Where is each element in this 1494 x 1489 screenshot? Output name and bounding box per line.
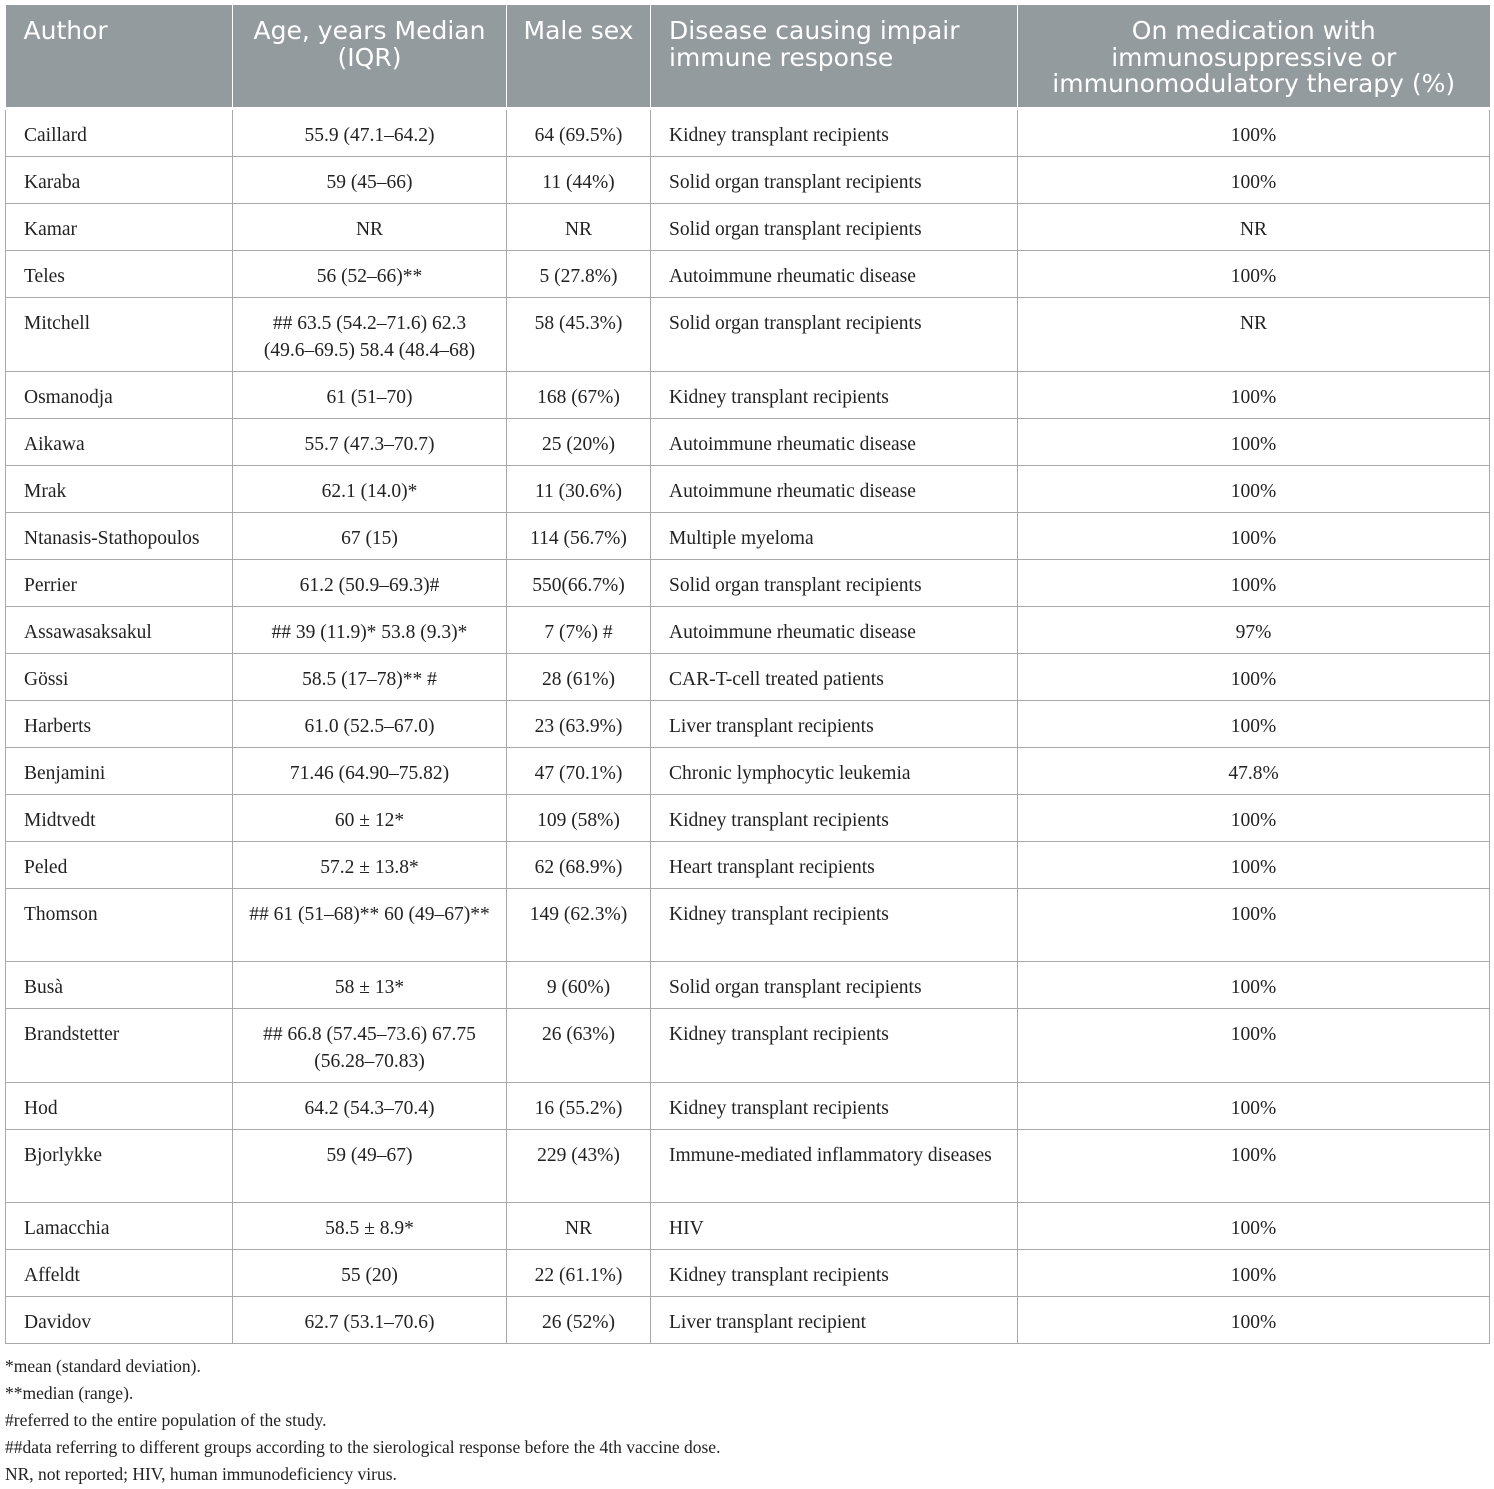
disease-cell: Solid organ transplant recipients bbox=[651, 961, 1018, 1008]
disease-cell: Kidney transplant recipients bbox=[651, 1082, 1018, 1129]
table-row bbox=[6, 747, 1490, 794]
table-row bbox=[6, 371, 1490, 418]
table-row bbox=[6, 1082, 1490, 1129]
male-sex-cell: 11 (30.6%) bbox=[507, 465, 651, 512]
author-cell: Lamacchia bbox=[6, 1202, 233, 1249]
author-cell: Caillard bbox=[6, 108, 233, 156]
header-age: Age, years Median (IQR) bbox=[233, 5, 507, 108]
disease-cell: Autoimmune rheumatic disease bbox=[651, 250, 1018, 297]
table-row bbox=[6, 297, 1490, 371]
header-male-sex: Male sex bbox=[507, 5, 651, 108]
author-cell: Mitchell bbox=[6, 297, 233, 371]
male-sex-cell: 16 (55.2%) bbox=[507, 1082, 651, 1129]
age-cell: 61 (51–70) bbox=[233, 371, 507, 418]
table-row bbox=[6, 1129, 1490, 1202]
age-cell: 67 (15) bbox=[233, 512, 507, 559]
disease-cell: Kidney transplant recipients bbox=[651, 794, 1018, 841]
medication-cell: NR bbox=[1018, 203, 1490, 250]
author-cell: Busà bbox=[6, 961, 233, 1008]
age-cell: NR bbox=[233, 203, 507, 250]
male-sex-cell: 550(66.7%) bbox=[507, 559, 651, 606]
disease-cell: Kidney transplant recipients bbox=[651, 1249, 1018, 1296]
author-cell: Affeldt bbox=[6, 1249, 233, 1296]
male-sex-cell: 58 (45.3%) bbox=[507, 297, 651, 371]
age-cell: 59 (49–67) bbox=[233, 1129, 507, 1202]
author-cell: Harberts bbox=[6, 700, 233, 747]
author-cell: Osmanodja bbox=[6, 371, 233, 418]
age-cell: 57.2 ± 13.8* bbox=[233, 841, 507, 888]
disease-cell: Kidney transplant recipients bbox=[651, 1008, 1018, 1082]
table-row bbox=[6, 250, 1490, 297]
medication-cell: 100% bbox=[1018, 961, 1490, 1008]
footnote: #referred to the entire population of the study. bbox=[5, 1409, 327, 1430]
medication-cell: 100% bbox=[1018, 418, 1490, 465]
table-row bbox=[6, 203, 1490, 250]
male-sex-cell: 7 (7%) # bbox=[507, 606, 651, 653]
disease-cell: Liver transplant recipient bbox=[651, 1296, 1018, 1343]
header-author: Author bbox=[6, 5, 233, 108]
header-medication: On medication with immunosuppressive or immunomodulatory therapy (%) bbox=[1018, 5, 1490, 108]
medication-cell: 100% bbox=[1018, 700, 1490, 747]
age-cell: ## 66.8 (57.45–73.6) 67.75 (56.28–70.83) bbox=[233, 1008, 507, 1082]
table-row bbox=[6, 1008, 1490, 1082]
male-sex-cell: 28 (61%) bbox=[507, 653, 651, 700]
medication-cell: 100% bbox=[1018, 559, 1490, 606]
table-body bbox=[6, 108, 1490, 1343]
author-cell: Benjamini bbox=[6, 747, 233, 794]
table-row bbox=[6, 418, 1490, 465]
age-cell: 55.9 (47.1–64.2) bbox=[233, 108, 507, 156]
disease-cell: Kidney transplant recipients bbox=[651, 371, 1018, 418]
disease-cell: Immune-mediated inflammatory diseases bbox=[651, 1129, 1018, 1202]
male-sex-cell: 26 (52%) bbox=[507, 1296, 651, 1343]
author-cell: Peled bbox=[6, 841, 233, 888]
age-cell: ## 63.5 (54.2–71.6) 62.3 (49.6–69.5) 58.4 (48.4–68) bbox=[233, 297, 507, 371]
medication-cell: 100% bbox=[1018, 1202, 1490, 1249]
male-sex-cell: 23 (63.9%) bbox=[507, 700, 651, 747]
medication-cell: NR bbox=[1018, 297, 1490, 371]
footnote: **median (range). bbox=[5, 1382, 134, 1403]
table-row bbox=[6, 888, 1490, 961]
male-sex-cell: 64 (69.5%) bbox=[507, 108, 651, 156]
medication-cell: 100% bbox=[1018, 108, 1490, 156]
male-sex-cell: 168 (67%) bbox=[507, 371, 651, 418]
age-cell: ## 39 (11.9)* 53.8 (9.3)* bbox=[233, 606, 507, 653]
footnote: *mean (standard deviation). bbox=[5, 1355, 201, 1376]
medication-cell: 100% bbox=[1018, 794, 1490, 841]
age-cell: 62.7 (53.1–70.6) bbox=[233, 1296, 507, 1343]
table-row bbox=[6, 606, 1490, 653]
male-sex-cell: 109 (58%) bbox=[507, 794, 651, 841]
age-cell: 59 (45–66) bbox=[233, 156, 507, 203]
male-sex-cell: 114 (56.7%) bbox=[507, 512, 651, 559]
disease-cell: Solid organ transplant recipients bbox=[651, 297, 1018, 371]
table-row bbox=[6, 700, 1490, 747]
medication-cell: 100% bbox=[1018, 1249, 1490, 1296]
medication-cell: 100% bbox=[1018, 1082, 1490, 1129]
author-cell: Gössi bbox=[6, 653, 233, 700]
footnote: NR, not reported; HIV, human immunodeficiency virus. bbox=[5, 1464, 397, 1485]
age-cell: 56 (52–66)** bbox=[233, 250, 507, 297]
table-header bbox=[6, 5, 1490, 108]
age-cell: 58.5 ± 8.9* bbox=[233, 1202, 507, 1249]
male-sex-cell: 5 (27.8%) bbox=[507, 250, 651, 297]
medication-cell: 100% bbox=[1018, 1296, 1490, 1343]
age-cell: 58.5 (17–78)** # bbox=[233, 653, 507, 700]
age-cell: 61.0 (52.5–67.0) bbox=[233, 700, 507, 747]
age-cell: ## 61 (51–68)** 60 (49–67)** bbox=[233, 888, 507, 961]
medication-cell: 97% bbox=[1018, 606, 1490, 653]
author-cell: Assawasaksakul bbox=[6, 606, 233, 653]
disease-cell: Autoimmune rheumatic disease bbox=[651, 606, 1018, 653]
medication-cell: 100% bbox=[1018, 371, 1490, 418]
medication-cell: 100% bbox=[1018, 841, 1490, 888]
disease-cell: Autoimmune rheumatic disease bbox=[651, 418, 1018, 465]
table-row bbox=[6, 108, 1490, 156]
author-cell: Mrak bbox=[6, 465, 233, 512]
age-cell: 55.7 (47.3–70.7) bbox=[233, 418, 507, 465]
document bbox=[5, 5, 1489, 1489]
author-cell: Aikawa bbox=[6, 418, 233, 465]
footnote: ##data referring to different groups according to the sierological response before the 4th vaccine dose. bbox=[5, 1437, 721, 1458]
author-cell: Karaba bbox=[6, 156, 233, 203]
male-sex-cell: 47 (70.1%) bbox=[507, 747, 651, 794]
author-cell: Hod bbox=[6, 1082, 233, 1129]
medication-cell: 47.8% bbox=[1018, 747, 1490, 794]
table-row bbox=[6, 465, 1490, 512]
male-sex-cell: 9 (60%) bbox=[507, 961, 651, 1008]
age-cell: 61.2 (50.9–69.3)# bbox=[233, 559, 507, 606]
medication-cell: 100% bbox=[1018, 888, 1490, 961]
header-row bbox=[6, 5, 1490, 108]
medication-cell: 100% bbox=[1018, 1129, 1490, 1202]
age-cell: 64.2 (54.3–70.4) bbox=[233, 1082, 507, 1129]
age-cell: 62.1 (14.0)* bbox=[233, 465, 507, 512]
medication-cell: 100% bbox=[1018, 156, 1490, 203]
medication-cell: 100% bbox=[1018, 465, 1490, 512]
male-sex-cell: NR bbox=[507, 203, 651, 250]
header-disease: Disease causing impair immune response bbox=[651, 5, 1018, 108]
age-cell: 60 ± 12* bbox=[233, 794, 507, 841]
age-cell: 71.46 (64.90–75.82) bbox=[233, 747, 507, 794]
medication-cell: 100% bbox=[1018, 1008, 1490, 1082]
disease-cell: Chronic lymphocytic leukemia bbox=[651, 747, 1018, 794]
table-row bbox=[6, 512, 1490, 559]
table-row bbox=[6, 1249, 1490, 1296]
disease-cell: Solid organ transplant recipients bbox=[651, 156, 1018, 203]
author-cell: Perrier bbox=[6, 559, 233, 606]
table-row bbox=[6, 1202, 1490, 1249]
author-cell: Teles bbox=[6, 250, 233, 297]
footnotes bbox=[5, 1353, 1489, 1489]
author-cell: Davidov bbox=[6, 1296, 233, 1343]
author-cell: Ntanasis-Stathopoulos bbox=[6, 512, 233, 559]
table-row bbox=[6, 156, 1490, 203]
study-characteristics-table bbox=[5, 5, 1490, 1344]
male-sex-cell: 11 (44%) bbox=[507, 156, 651, 203]
age-cell: 55 (20) bbox=[233, 1249, 507, 1296]
author-cell: Bjorlykke bbox=[6, 1129, 233, 1202]
table-row bbox=[6, 961, 1490, 1008]
disease-cell: HIV bbox=[651, 1202, 1018, 1249]
male-sex-cell: 22 (61.1%) bbox=[507, 1249, 651, 1296]
author-cell: Thomson bbox=[6, 888, 233, 961]
table-row bbox=[6, 1296, 1490, 1343]
disease-cell: Multiple myeloma bbox=[651, 512, 1018, 559]
male-sex-cell: 26 (63%) bbox=[507, 1008, 651, 1082]
male-sex-cell: 62 (68.9%) bbox=[507, 841, 651, 888]
table-row bbox=[6, 559, 1490, 606]
table-row bbox=[6, 841, 1490, 888]
table-row bbox=[6, 794, 1490, 841]
male-sex-cell: 229 (43%) bbox=[507, 1129, 651, 1202]
age-cell: 58 ± 13* bbox=[233, 961, 507, 1008]
disease-cell: Liver transplant recipients bbox=[651, 700, 1018, 747]
author-cell: Brandstetter bbox=[6, 1008, 233, 1082]
author-cell: Kamar bbox=[6, 203, 233, 250]
table-row bbox=[6, 653, 1490, 700]
author-cell: Midtvedt bbox=[6, 794, 233, 841]
disease-cell: CAR-T-cell treated patients bbox=[651, 653, 1018, 700]
disease-cell: Heart transplant recipients bbox=[651, 841, 1018, 888]
male-sex-cell: 149 (62.3%) bbox=[507, 888, 651, 961]
male-sex-cell: 25 (20%) bbox=[507, 418, 651, 465]
male-sex-cell: NR bbox=[507, 1202, 651, 1249]
disease-cell: Solid organ transplant recipients bbox=[651, 203, 1018, 250]
medication-cell: 100% bbox=[1018, 653, 1490, 700]
disease-cell: Autoimmune rheumatic disease bbox=[651, 465, 1018, 512]
disease-cell: Kidney transplant recipients bbox=[651, 888, 1018, 961]
disease-cell: Solid organ transplant recipients bbox=[651, 559, 1018, 606]
disease-cell: Kidney transplant recipients bbox=[651, 108, 1018, 156]
medication-cell: 100% bbox=[1018, 512, 1490, 559]
medication-cell: 100% bbox=[1018, 250, 1490, 297]
